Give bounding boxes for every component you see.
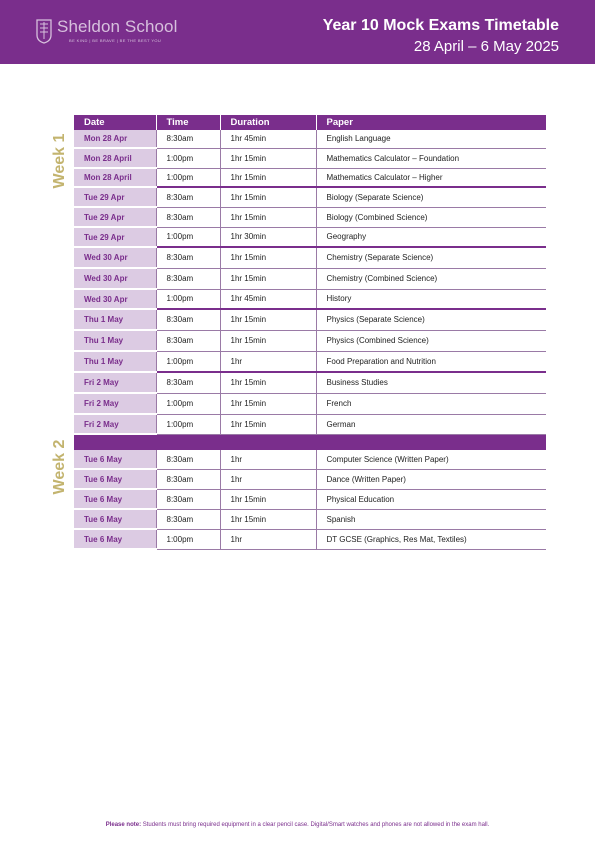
cell-time: 8:30am: [156, 268, 220, 289]
table-row: [74, 489, 546, 509]
cell-time: 1:00pm: [156, 168, 220, 187]
footer-note: [0, 822, 595, 828]
cell-date: Tue 29 Apr: [74, 207, 156, 227]
cell-date: Mon 28 April: [74, 148, 156, 168]
table-row: [74, 268, 546, 289]
cell-date: Tue 29 Apr: [74, 227, 156, 247]
cell-duration: 1hr 15min: [220, 414, 316, 434]
cell-paper: Food Preparation and Nutrition: [316, 351, 546, 372]
cell-date: Tue 29 Apr: [74, 187, 156, 207]
cell-time: 8:30am: [156, 207, 220, 227]
cell-time: 8:30am: [156, 330, 220, 351]
table-header-row: [74, 115, 546, 130]
cell-paper: DT GCSE (Graphics, Res Mat, Textiles): [316, 529, 546, 549]
page-header: [0, 0, 595, 64]
cell-time: 1:00pm: [156, 351, 220, 372]
cell-duration: 1hr 15min: [220, 148, 316, 168]
week-2-label: Week 2: [51, 439, 68, 495]
footer-text: Students must bring required equipment in a clear pencil case. Digital/Smart watches and phones are not allowed in the exam hall.: [141, 822, 490, 828]
cell-time: 8:30am: [156, 509, 220, 529]
cell-date: Fri 2 May: [74, 414, 156, 434]
table-row: [74, 529, 546, 549]
cell-date: Tue 6 May: [74, 469, 156, 489]
cell-date: Mon 28 Apr: [74, 130, 156, 148]
cell-paper: French: [316, 393, 546, 414]
cell-duration: 1hr 15min: [220, 187, 316, 207]
cell-duration: 1hr: [220, 469, 316, 489]
column-header-date: Date: [74, 115, 156, 130]
cell-date: Tue 6 May: [74, 529, 156, 549]
table-body: [74, 130, 546, 549]
cell-time: 8:30am: [156, 372, 220, 393]
cell-time: 8:30am: [156, 187, 220, 207]
week-separator: [74, 434, 546, 450]
crest-icon: [36, 18, 52, 44]
week-1-label: Week 1: [51, 133, 68, 189]
cell-paper: Dance (Written Paper): [316, 469, 546, 489]
cell-paper: English Language: [316, 130, 546, 148]
table-row: [74, 130, 546, 148]
cell-paper: Biology (Separate Science): [316, 187, 546, 207]
table-row: [74, 351, 546, 372]
table-row: [74, 289, 546, 309]
cell-time: 1:00pm: [156, 289, 220, 309]
cell-paper: History: [316, 289, 546, 309]
table-row: [74, 330, 546, 351]
cell-date: Thu 1 May: [74, 351, 156, 372]
table-row: [74, 227, 546, 247]
cell-duration: 1hr 15min: [220, 268, 316, 289]
cell-time: 1:00pm: [156, 414, 220, 434]
table-row: [74, 247, 546, 268]
cell-paper: Physics (Combined Science): [316, 330, 546, 351]
cell-duration: 1hr 15min: [220, 372, 316, 393]
table-row: [74, 309, 546, 330]
cell-date: Thu 1 May: [74, 309, 156, 330]
table-row: [74, 207, 546, 227]
cell-date: Thu 1 May: [74, 330, 156, 351]
cell-date: Fri 2 May: [74, 372, 156, 393]
footer-label: Please note:: [105, 822, 142, 828]
column-header-duration: Duration: [220, 115, 316, 130]
cell-time: 1:00pm: [156, 227, 220, 247]
cell-duration: 1hr 45min: [220, 130, 316, 148]
cell-date: Tue 6 May: [74, 489, 156, 509]
cell-paper: German: [316, 414, 546, 434]
cell-time: 1:00pm: [156, 529, 220, 549]
cell-paper: Computer Science (Written Paper): [316, 450, 546, 469]
cell-duration: 1hr 30min: [220, 227, 316, 247]
cell-duration: 1hr 45min: [220, 289, 316, 309]
cell-duration: 1hr 15min: [220, 330, 316, 351]
cell-date: Wed 30 Apr: [74, 268, 156, 289]
cell-time: 1:00pm: [156, 148, 220, 168]
cell-time: 1:00pm: [156, 393, 220, 414]
cell-paper: Spanish: [316, 509, 546, 529]
cell-paper: Biology (Combined Science): [316, 207, 546, 227]
table-row: [74, 469, 546, 489]
page-title: Year 10 Mock Exams Timetable: [322, 17, 559, 34]
cell-duration: 1hr 15min: [220, 393, 316, 414]
cell-time: 8:30am: [156, 450, 220, 469]
cell-duration: 1hr: [220, 351, 316, 372]
school-motto: BE KIND | BE BRAVE | BE THE BEST YOU: [69, 38, 162, 43]
cell-duration: 1hr 15min: [220, 247, 316, 268]
table-row: [74, 168, 546, 187]
cell-time: 8:30am: [156, 489, 220, 509]
cell-date: Wed 30 Apr: [74, 289, 156, 309]
cell-paper: Geography: [316, 227, 546, 247]
cell-paper: Business Studies: [316, 372, 546, 393]
table-row: [74, 372, 546, 393]
cell-duration: 1hr: [220, 529, 316, 549]
cell-duration: 1hr 15min: [220, 489, 316, 509]
page-subtitle: 28 April – 6 May 2025: [413, 38, 559, 55]
cell-date: Tue 6 May: [74, 509, 156, 529]
cell-time: 8:30am: [156, 130, 220, 148]
cell-duration: 1hr: [220, 450, 316, 469]
cell-paper: Physical Education: [316, 489, 546, 509]
cell-time: 8:30am: [156, 247, 220, 268]
table-row: [74, 393, 546, 414]
cell-duration: 1hr 15min: [220, 168, 316, 187]
cell-paper: Mathematics Calculator – Foundation: [316, 148, 546, 168]
cell-time: 8:30am: [156, 309, 220, 330]
week-separator-bar: [74, 434, 546, 450]
cell-date: Tue 6 May: [74, 450, 156, 469]
cell-time: 8:30am: [156, 469, 220, 489]
table-row: [74, 414, 546, 434]
cell-paper: Chemistry (Combined Science): [316, 268, 546, 289]
cell-duration: 1hr 15min: [220, 309, 316, 330]
cell-paper: Chemistry (Separate Science): [316, 247, 546, 268]
cell-paper: Mathematics Calculator – Higher: [316, 168, 546, 187]
cell-duration: 1hr 15min: [220, 509, 316, 529]
school-logo: [36, 17, 176, 47]
table-row: [74, 509, 546, 529]
table-row: [74, 187, 546, 207]
exam-timetable: [74, 115, 546, 550]
school-name: Sheldon School: [57, 17, 178, 36]
table-row: [74, 450, 546, 469]
column-header-paper: Paper: [316, 115, 546, 130]
cell-paper: Physics (Separate Science): [316, 309, 546, 330]
cell-duration: 1hr 15min: [220, 207, 316, 227]
cell-date: Mon 28 April: [74, 168, 156, 187]
cell-date: Wed 30 Apr: [74, 247, 156, 268]
table-row: [74, 148, 546, 168]
column-header-time: Time: [156, 115, 220, 130]
cell-date: Fri 2 May: [74, 393, 156, 414]
